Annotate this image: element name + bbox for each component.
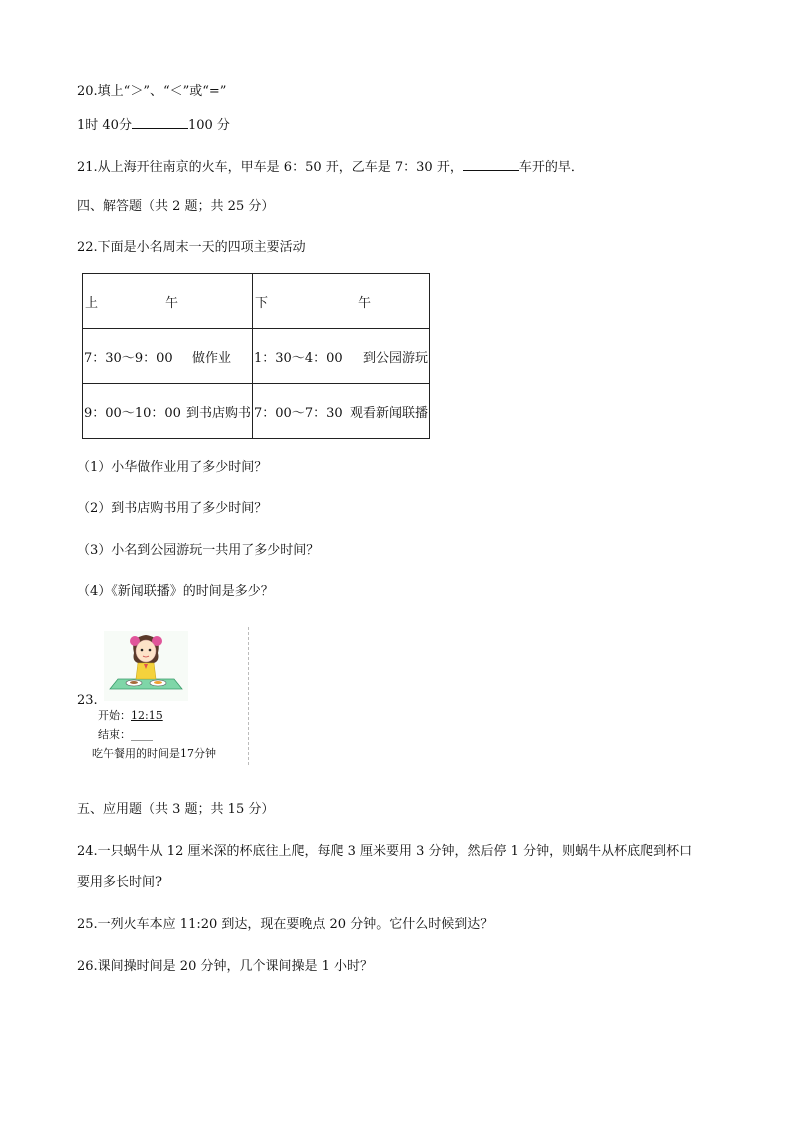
- q20-left-value: 1时 40分: [77, 118, 132, 133]
- row1-am-cell: [83, 329, 253, 384]
- activity-table: [82, 273, 430, 439]
- q22-sub1: （1）小华做作业用了多少时间？: [77, 460, 268, 475]
- q23-end-label: 结束：: [98, 728, 131, 741]
- row2-am-time: 9：00～10：00: [84, 405, 181, 421]
- q21-question: [77, 158, 584, 177]
- row1-pm-activity: 到公园游玩: [362, 350, 428, 366]
- q21-answer-blank[interactable]: [463, 158, 519, 171]
- row1-pm-time: 1：30～4：00: [254, 350, 343, 366]
- row2-pm-cell: [253, 384, 430, 439]
- q20-right-value: 100 分: [187, 118, 230, 133]
- q23-end-value: ____: [131, 728, 153, 741]
- row2-am-cell: [83, 384, 253, 439]
- q23-caption: 吃午餐用的时间是17分钟: [92, 747, 216, 760]
- q23-start-line: [98, 709, 163, 723]
- girl-eating-lunch-illustration: [104, 631, 188, 701]
- row1-am-activity: 做作业: [191, 350, 231, 366]
- row2-pm-activity: 观看新闻联播: [349, 405, 428, 421]
- q20-title: 20.填上“＞”、“＜”或“=”: [77, 84, 227, 99]
- table-row: [83, 329, 430, 384]
- q23-number: 23.: [77, 693, 98, 708]
- q20-comparison: [77, 116, 230, 135]
- q22-sub3: （3）小名到公园游玩一共用了多少时间？: [77, 543, 320, 558]
- q20-answer-blank[interactable]: [132, 116, 188, 129]
- q21-text-before: 21.从上海开往南京的火车，甲车是 6：50 开，乙车是 7：30 开，: [77, 160, 463, 175]
- header-am: [83, 274, 253, 329]
- header-am-char1: 上: [85, 295, 99, 311]
- header-pm-char2: 午: [357, 295, 371, 311]
- q22-sub4: （4）《新闻联播》的时间是多少？: [77, 584, 274, 599]
- table-header-row: [83, 274, 430, 329]
- q23-start-value: 12:15: [131, 709, 163, 722]
- q23-end-line: [98, 728, 153, 742]
- row2-pm-time: 7：00～7：30: [254, 405, 343, 421]
- header-pm-char1: 下: [255, 295, 269, 311]
- q24-line1: 24.一只蜗牛从 12 厘米深的杯底往上爬，每爬 3 厘米要用 3 分钟，然后停 1 分钟，则蜗牛从杯底爬到杯口: [77, 844, 693, 859]
- q21-text-after: 车开的早．: [518, 160, 584, 175]
- row1-am-time: 7：30～9：00: [84, 350, 173, 366]
- q22-sub2: （2）到书店购书用了多少时间？: [77, 501, 268, 516]
- q23-figure: [92, 627, 249, 765]
- q26-question: 26.课间操时间是 20 分钟，几个课间操是 1 小时？: [77, 959, 374, 974]
- section5-heading: 五、应用题（共 3 题；共 15 分）: [77, 802, 275, 817]
- q22-intro: 22.下面是小名周末一天的四项主要活动: [77, 240, 306, 255]
- q25-question: 25.一列火车本应 11:20 到达，现在要晚点 20 分钟。它什么时候到达？: [77, 917, 494, 932]
- row2-am-activity: 到书店购书: [185, 405, 251, 421]
- table-row: [83, 384, 430, 439]
- q24-line2: 要用多长时间?: [77, 875, 162, 890]
- header-am-char2: 午: [164, 295, 178, 311]
- q23-start-label: 开始：: [98, 709, 131, 722]
- row1-pm-cell: [253, 329, 430, 384]
- header-pm: [253, 274, 430, 329]
- section4-heading: 四、解答题（共 2 题；共 25 分）: [77, 199, 275, 214]
